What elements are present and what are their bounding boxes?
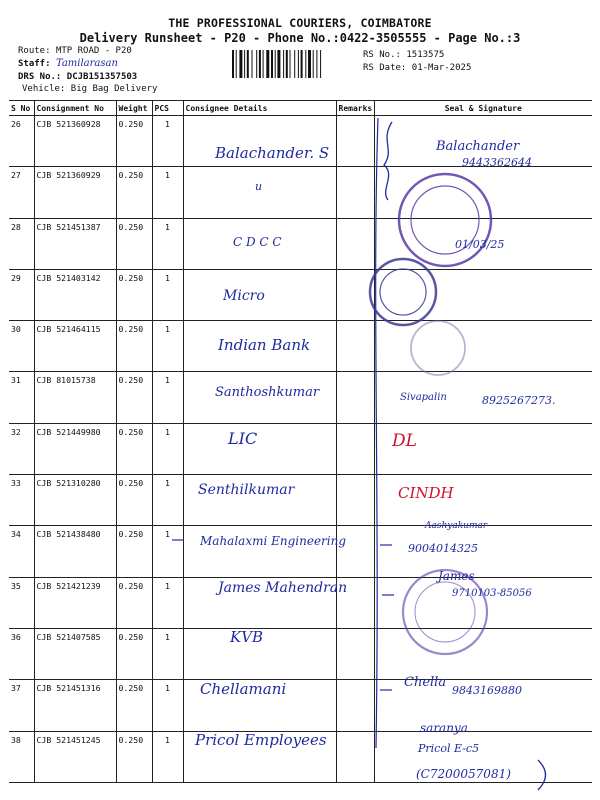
rs-no-line <box>363 50 444 60</box>
pcs-cell: 1 <box>152 269 183 320</box>
remarks-cell <box>336 731 374 782</box>
sno-cell: 34 <box>9 526 34 577</box>
column-header-sno: S No <box>9 101 34 116</box>
rs-date-value: 01-Mar-2025 <box>411 63 472 73</box>
consignment-no-cell: CJB 521421239 <box>34 577 116 628</box>
column-header-remarks: Remarks <box>336 101 374 116</box>
handwritten-consignee-32: LIC <box>228 429 258 448</box>
handwritten-consignee-27: u <box>255 180 263 193</box>
sno-cell: 36 <box>9 628 34 679</box>
remarks-cell <box>336 218 374 269</box>
consignment-no-cell: CJB 521310280 <box>34 475 116 526</box>
staff-line <box>18 58 118 69</box>
sno-cell: 27 <box>9 167 34 218</box>
handwritten-consignee-28: C D C C <box>233 235 282 249</box>
remarks-cell <box>336 628 374 679</box>
sno-cell: 38 <box>9 731 34 782</box>
column-header-weight: Weight <box>116 101 152 116</box>
runsheet-subtitle: Delivery Runsheet - P20 - Phone No.:0422-3505555 - Page No.:3 <box>79 31 521 45</box>
sno-cell: 26 <box>9 116 34 167</box>
handwritten-signature-34b: 9004014325 <box>408 542 478 555</box>
pcs-cell: 1 <box>152 321 183 372</box>
table-row <box>9 372 592 423</box>
weight-cell: 0.250 <box>116 167 152 218</box>
consignee-cell <box>183 475 336 526</box>
staff-label: Staff: <box>18 59 51 69</box>
pcs-cell: 1 <box>152 475 183 526</box>
weight-cell: 0.250 <box>116 680 152 731</box>
consignment-no-cell: CJB 521407585 <box>34 628 116 679</box>
runsheet-header <box>0 0 600 100</box>
handwritten-consignee-30: Indian Bank <box>218 336 311 354</box>
drs-value: DCJB151357503 <box>66 72 138 82</box>
seal-signature-cell <box>374 269 592 320</box>
consignee-cell <box>183 218 336 269</box>
handwritten-consignee-35: James Mahendran <box>218 580 348 596</box>
route-line <box>18 46 132 56</box>
weight-cell: 0.250 <box>116 116 152 167</box>
consignment-no-cell: CJB 521451316 <box>34 680 116 731</box>
table-row <box>9 526 592 577</box>
table-row <box>9 116 592 167</box>
pcs-cell: 1 <box>152 116 183 167</box>
pcs-cell: 1 <box>152 577 183 628</box>
handwritten-signature-26a: Balachander <box>436 139 520 154</box>
consignee-cell <box>183 116 336 167</box>
table-row <box>9 269 592 320</box>
remarks-cell <box>336 321 374 372</box>
table-row <box>9 731 592 782</box>
sno-cell: 31 <box>9 372 34 423</box>
seal-signature-cell <box>374 372 592 423</box>
staff-handwritten: Tamilarasan <box>55 58 118 69</box>
handwritten-signature-35a: James <box>438 569 475 583</box>
handwritten-signature-38a: saranya <box>420 721 468 735</box>
seal-signature-cell <box>374 628 592 679</box>
handwritten-consignee-38: Pricol Employees <box>195 731 327 749</box>
barcode <box>232 50 354 78</box>
handwritten-remark-33: CINDH <box>398 484 454 502</box>
weight-cell: 0.250 <box>116 628 152 679</box>
drs-line <box>18 72 137 82</box>
remarks-cell <box>336 423 374 474</box>
table-row <box>9 577 592 628</box>
weight-cell: 0.250 <box>116 218 152 269</box>
seal-signature-cell <box>374 116 592 167</box>
handwritten-signature-28: 01/03/25 <box>455 238 505 251</box>
pcs-cell: 1 <box>152 628 183 679</box>
weight-cell: 0.250 <box>116 731 152 782</box>
drs-label: DRS No.: <box>18 72 62 82</box>
company-title: THE PROFESSIONAL COURIERS, COIMBATORE <box>168 16 432 30</box>
consignment-no-cell: CJB 521403142 <box>34 269 116 320</box>
column-header-consignee: Consignee Details <box>183 101 336 116</box>
column-header-pcs: PCS <box>152 101 183 116</box>
remarks-cell <box>336 577 374 628</box>
handwritten-signature-34a: Aashyakumar <box>425 521 488 531</box>
sno-cell: 33 <box>9 475 34 526</box>
consignment-no-cell: CJB 521451387 <box>34 218 116 269</box>
consignee-cell <box>183 269 336 320</box>
consignee-cell <box>183 372 336 423</box>
seal-signature-cell <box>374 731 592 782</box>
pcs-cell: 1 <box>152 218 183 269</box>
seal-signature-cell <box>374 321 592 372</box>
remarks-cell <box>336 116 374 167</box>
consignment-no-cell: CJB 521451245 <box>34 731 116 782</box>
rs-no-value: 1513575 <box>406 50 445 60</box>
remarks-cell <box>336 475 374 526</box>
handwritten-signature-38c: (C7200057081) <box>416 767 511 781</box>
table-row <box>9 680 592 731</box>
consignee-cell <box>183 167 336 218</box>
pcs-cell: 1 <box>152 372 183 423</box>
consignee-cell <box>183 731 336 782</box>
handwritten-remark-32: DL <box>392 431 417 451</box>
handwritten-signature-35b: 9710103-85056 <box>452 588 532 599</box>
handwritten-consignee-29: Micro <box>223 288 265 304</box>
sno-cell: 28 <box>9 218 34 269</box>
column-header-consignment: Consignment No <box>34 101 116 116</box>
seal-signature-cell <box>374 167 592 218</box>
remarks-cell <box>336 680 374 731</box>
remarks-cell <box>336 526 374 577</box>
route-value: MTP ROAD - P20 <box>55 46 132 56</box>
weight-cell: 0.250 <box>116 269 152 320</box>
pcs-cell: 1 <box>152 731 183 782</box>
handwritten-signature-31a: Sivapalin <box>400 392 447 403</box>
weight-cell: 0.250 <box>116 526 152 577</box>
weight-cell: 0.250 <box>116 475 152 526</box>
seal-signature-cell <box>374 680 592 731</box>
handwritten-consignee-37: Chellamani <box>200 680 287 698</box>
consignee-cell <box>183 321 336 372</box>
sno-cell: 35 <box>9 577 34 628</box>
seal-signature-cell <box>374 218 592 269</box>
table-body <box>9 116 592 783</box>
handwritten-consignee-33: Senthilkumar <box>198 482 295 498</box>
consignee-cell <box>183 423 336 474</box>
consignee-cell <box>183 526 336 577</box>
consignment-no-cell: CJB 521464115 <box>34 321 116 372</box>
table-row <box>9 218 592 269</box>
consignee-cell <box>183 680 336 731</box>
consignee-cell <box>183 628 336 679</box>
rs-no-label: RS No.: <box>363 50 401 60</box>
consignment-no-cell: CJB 521360928 <box>34 116 116 167</box>
table-row <box>9 167 592 218</box>
pcs-cell: 1 <box>152 167 183 218</box>
seal-signature-cell <box>374 526 592 577</box>
handwritten-signature-37b: 9843169880 <box>452 684 522 697</box>
consignment-no-cell: CJB 81015738 <box>34 372 116 423</box>
vehicle-label: Vehicle: <box>22 84 66 94</box>
runsheet-table <box>9 100 592 783</box>
handwritten-consignee-36: KVB <box>230 628 264 646</box>
weight-cell: 0.250 <box>116 321 152 372</box>
handwritten-consignee-26: Balachander. S <box>215 144 330 162</box>
column-header-seal-signature: Seal & Signature <box>374 101 592 116</box>
consignment-no-cell: CJB 521449980 <box>34 423 116 474</box>
remarks-cell <box>336 269 374 320</box>
consignment-no-cell: CJB 521360929 <box>34 167 116 218</box>
weight-cell: 0.250 <box>116 423 152 474</box>
handwritten-signature-26b: 9443362644 <box>462 156 532 169</box>
route-label: Route: <box>18 46 51 56</box>
sno-cell: 32 <box>9 423 34 474</box>
handwritten-signature-38b: Pricol E-c5 <box>418 742 480 755</box>
sno-cell: 30 <box>9 321 34 372</box>
rs-date-line <box>363 63 471 73</box>
handwritten-signature-37a: Chella <box>404 675 447 690</box>
pcs-cell: 1 <box>152 680 183 731</box>
vehicle-value: Big Bag Delivery <box>70 84 158 94</box>
handwritten-signature-31b: 8925267273. <box>482 394 556 407</box>
consignment-no-cell: CJB 521438480 <box>34 526 116 577</box>
weight-cell: 0.250 <box>116 372 152 423</box>
seal-signature-cell <box>374 577 592 628</box>
vehicle-line <box>22 84 157 94</box>
table-row <box>9 321 592 372</box>
remarks-cell <box>336 167 374 218</box>
pcs-cell: 1 <box>152 526 183 577</box>
table-row <box>9 475 592 526</box>
handwritten-consignee-34: Mahalaxmi Engineering <box>200 534 347 548</box>
remarks-cell <box>336 372 374 423</box>
rs-date-label: RS Date: <box>363 63 407 73</box>
seal-signature-cell <box>374 423 592 474</box>
pcs-cell: 1 <box>152 423 183 474</box>
seal-signature-cell <box>374 475 592 526</box>
consignee-cell <box>183 577 336 628</box>
sno-cell: 37 <box>9 680 34 731</box>
handwritten-consignee-31: Santhoshkumar <box>215 385 320 400</box>
table-header-row <box>9 101 592 116</box>
table-row <box>9 628 592 679</box>
sno-cell: 29 <box>9 269 34 320</box>
weight-cell: 0.250 <box>116 577 152 628</box>
table-row <box>9 423 592 474</box>
